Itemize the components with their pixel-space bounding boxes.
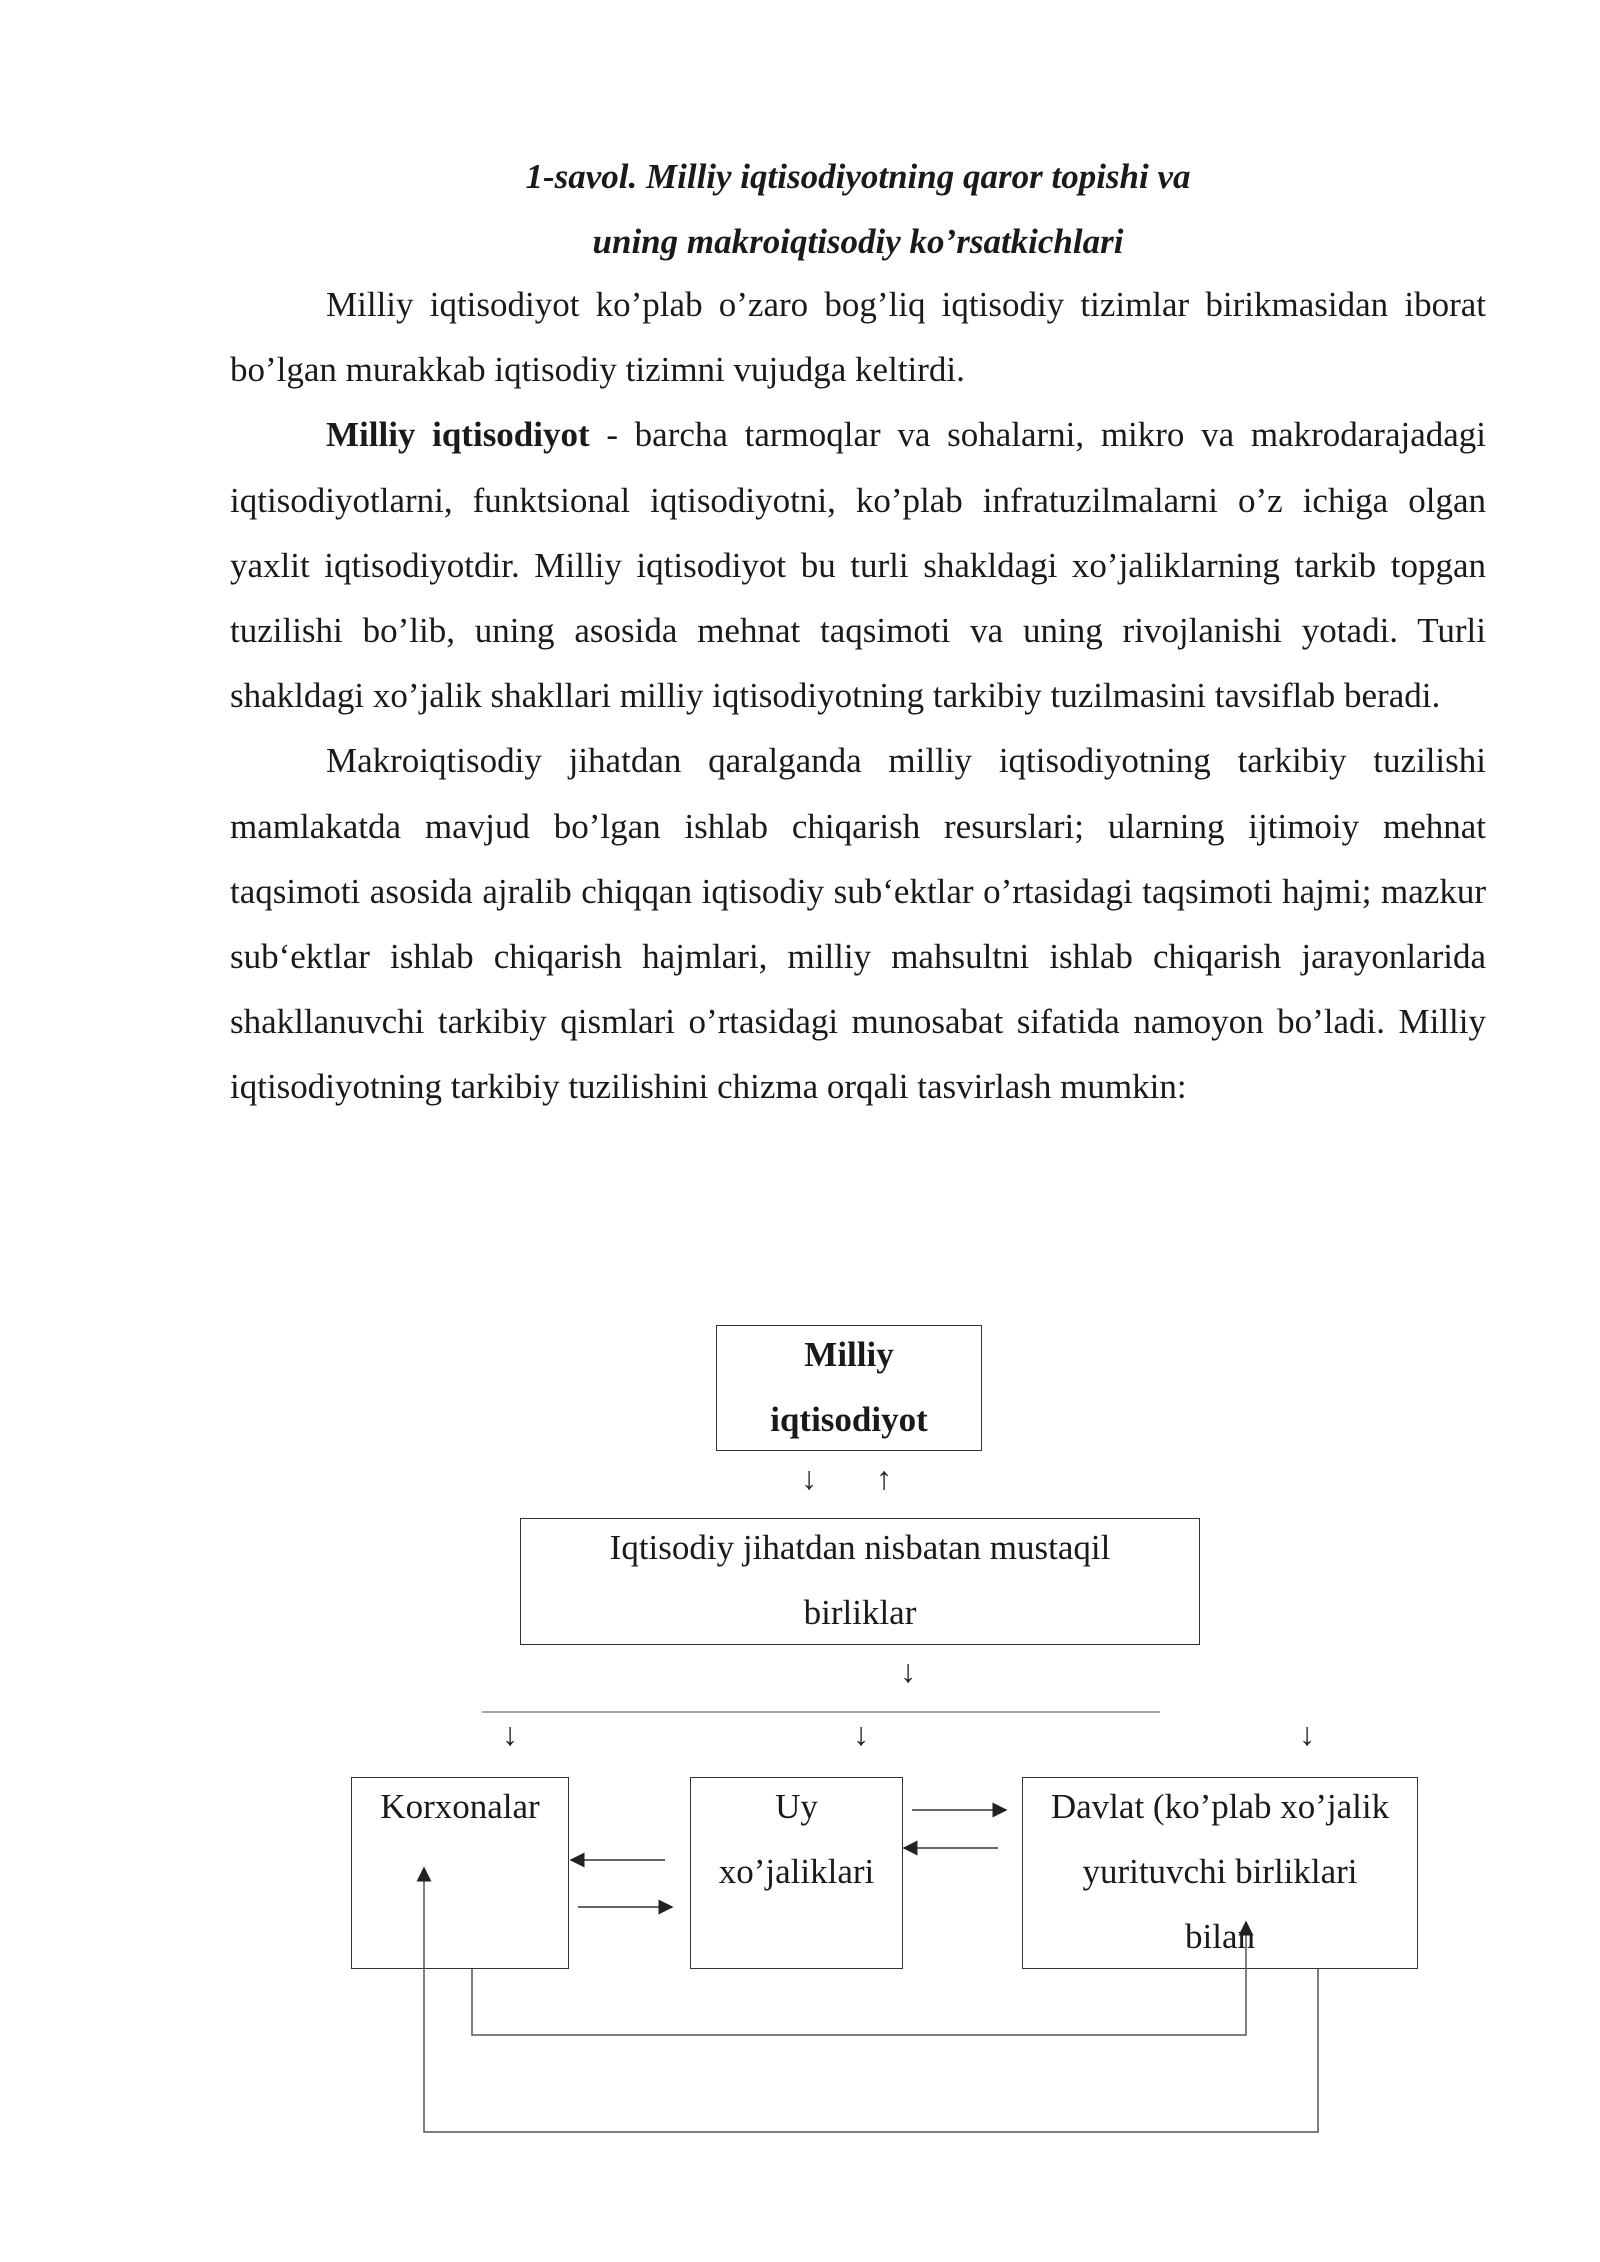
arrow-down-icon: ↓ (900, 1653, 916, 1689)
paragraph-3: Makroiqtisodiy jihatdan qaralganda milliy iqtisodiyotning tarkibiy tuzilishi mamlakatda mavjud bo’lgan ishlab chiqarish resurslari; ularning ijtimoiy mehnat taqsimoti asosida ajralib chiqqan iqtisodiy sub‘ektlar o’rtasidagi taqsimoti hajmi; mazkur sub‘ektlar ishlab chiqarish hajmlari, milliy mahsultni ishlab chiqarish jarayonlarida shakllanuvchi tarkibiy qismlari o’rtasidagi munosabat sifatida namoyon bo’ladi. Milliy iqtisodiyotning tarkibiy tuzilishini chizma orqali tasvirlash mumkin: (230, 741, 1486, 1107)
box-davlat-line-2: yurituvchi birliklari (1082, 1852, 1358, 1891)
paragraph-2-text: - barcha tarmoqlar va sohalarni, mikro va makrodarajadagi iqtisodiyotlarni, funktsional iqtisodiyotni, ko’plab infratuzilmalarni o’z ichiga olgan yaxlit iqtisodiyotdir. Milliy iqtisodiyot bu turli shakldagi xo’jaliklarning tarkib topgan tuzilishi bo’lib, uning asosida mehnat taqsimoti va uning rivojlanishi yotadi. Turli shakldagi xo’jalik shakllari milliy iqtisodiyotning tarkibiy tuzilmasini tavsiflab beradi. (230, 415, 1486, 716)
box-korxonalar-label: Korxonalar (380, 1787, 540, 1826)
box-mustaqil-line-1: Iqtisodiy jihatdan nisbatan mustaqil (609, 1528, 1111, 1567)
box-uy-line-1: Uy (775, 1787, 818, 1826)
box-milliy-line-2: iqtisodiyot (770, 1400, 928, 1439)
arrow-up-icon: ↑ (876, 1460, 892, 1496)
box-davlat-line-1: Davlat (ko’plab xo’jalik (1050, 1787, 1390, 1826)
paragraph-1: Milliy iqtisodiyot ko’plab o’zaro bog’liq iqtisodiy tizimlar birikmasidan iborat bo’lgan murakkab iqtisodiy tizimni vujudga keltirdi. (230, 285, 1486, 390)
term-milliy-iqtisodiyot: Milliy iqtisodiyot (326, 415, 590, 455)
arrow-down-icon: ↓ (853, 1716, 869, 1752)
box-milliy-line-1: Milliy (804, 1335, 894, 1374)
title-line-2: uning makroiqtisodiy ko’rsatkichlari (592, 222, 1124, 261)
box-mustaqil-line-2: birliklar (803, 1593, 917, 1632)
arrow-down-icon: ↓ (801, 1460, 817, 1496)
loop-korxonalar-to-davlat (472, 1922, 1246, 2035)
arrow-down-icon: ↓ (1299, 1716, 1315, 1752)
loop-davlat-to-korxonalar (424, 1868, 1318, 2132)
box-davlat-line-3: bilan (1185, 1917, 1255, 1956)
box-uy-line-2: xo’jaliklari (718, 1852, 875, 1891)
arrow-down-icon: ↓ (502, 1716, 518, 1752)
title-line-1: 1-savol. Milliy iqtisodiyotning qaror topishi va (525, 157, 1191, 196)
